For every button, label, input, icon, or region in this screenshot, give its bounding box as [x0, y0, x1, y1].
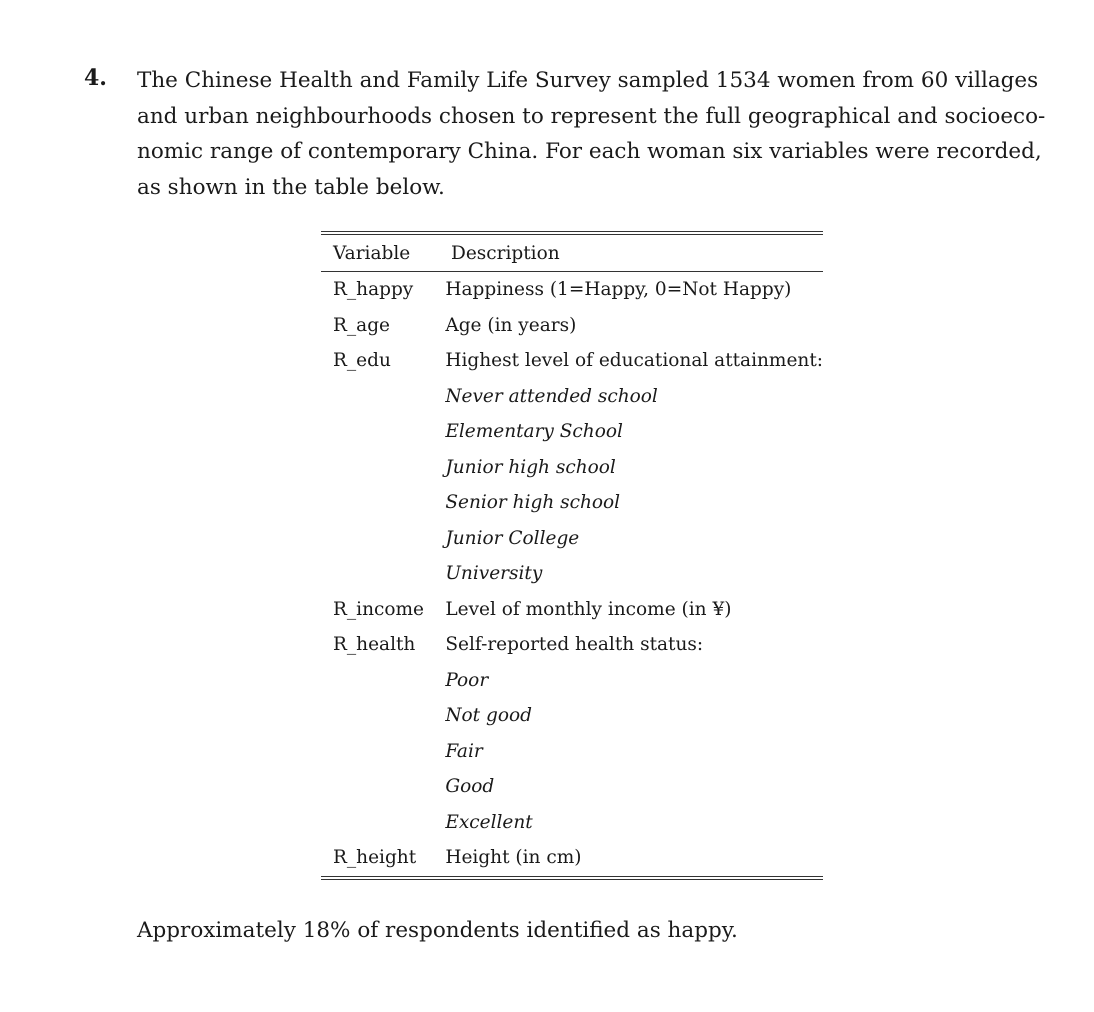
description-cell: Poor: [445, 669, 489, 691]
variable-cell: [321, 450, 445, 486]
variable-cell: R_age: [333, 314, 390, 336]
variable-cell: [321, 805, 445, 841]
table-row: [321, 414, 823, 450]
table-bottom-rule: [321, 876, 823, 880]
question-number: 4.: [84, 65, 107, 91]
variable-cell: [321, 485, 445, 521]
description-cell: Excellent: [445, 811, 533, 833]
table-body: [321, 272, 823, 876]
description-cell: University: [445, 563, 543, 585]
question-line-2: and urban neighbourhoods chosen to represent the full geographical and socioeco-: [137, 103, 1046, 129]
header-description: Description: [451, 242, 560, 264]
question-paragraph: [137, 63, 1046, 206]
question-line-3: nomic range of contemporary China. For each woman six variables were recorded,: [137, 139, 1042, 165]
description-cell: Good: [445, 776, 495, 798]
description-cell: Height (in cm): [445, 847, 582, 869]
variable-cell: [321, 556, 445, 592]
table-row: [321, 272, 823, 308]
description-cell: Self-reported health status:: [445, 634, 704, 656]
table-row: [321, 627, 823, 663]
description-cell: Highest level of educational attainment:: [445, 350, 823, 372]
table-row: [321, 379, 823, 415]
variable-cell: [321, 734, 445, 770]
table-row: [321, 734, 823, 770]
table-row: [321, 840, 823, 876]
variable-cell: [321, 379, 445, 415]
summary-text: Approximately 18% of respondents identified as happy.: [137, 918, 738, 943]
table-row: [321, 343, 823, 379]
description-cell: Level of monthly income (in ¥): [445, 598, 732, 620]
variable-cell: [321, 698, 445, 734]
table-row: [321, 769, 823, 805]
variable-cell: R_income: [333, 598, 425, 620]
variable-cell: [321, 414, 445, 450]
description-cell: Happiness (1=Happy, 0=Not Happy): [445, 279, 792, 301]
question-line-4: as shown in the table below.: [137, 175, 445, 201]
variable-cell: R_height: [333, 847, 417, 869]
description-cell: Fair: [445, 740, 483, 762]
variable-cell: [321, 769, 445, 805]
description-cell: Never attended school: [445, 385, 658, 407]
variable-cell: [321, 521, 445, 557]
variable-cell: [321, 663, 445, 699]
table-row: [321, 521, 823, 557]
table-row: [321, 308, 823, 344]
description-cell: Senior high school: [445, 492, 621, 514]
variable-cell: R_health: [333, 634, 416, 656]
table-row: [321, 805, 823, 841]
description-cell: Elementary School: [445, 421, 623, 443]
header-variable: Variable: [333, 242, 411, 264]
table-row: [321, 450, 823, 486]
table-row: [321, 663, 823, 699]
description-cell: Junior high school: [445, 456, 616, 478]
variable-cell: R_happy: [333, 279, 414, 301]
variables-table: [321, 231, 823, 880]
table-row: [321, 485, 823, 521]
question-line-1: The Chinese Health and Family Life Survey sampled 1534 women from 60 villages: [137, 68, 1039, 93]
table-row: [321, 556, 823, 592]
table-row: [321, 698, 823, 734]
description-cell: Age (in years): [445, 314, 577, 336]
description-cell: Junior College: [445, 527, 580, 549]
table-row: [321, 592, 823, 628]
description-cell: Not good: [445, 705, 532, 727]
table-header-row: [321, 235, 823, 271]
variable-cell: R_edu: [333, 350, 391, 372]
